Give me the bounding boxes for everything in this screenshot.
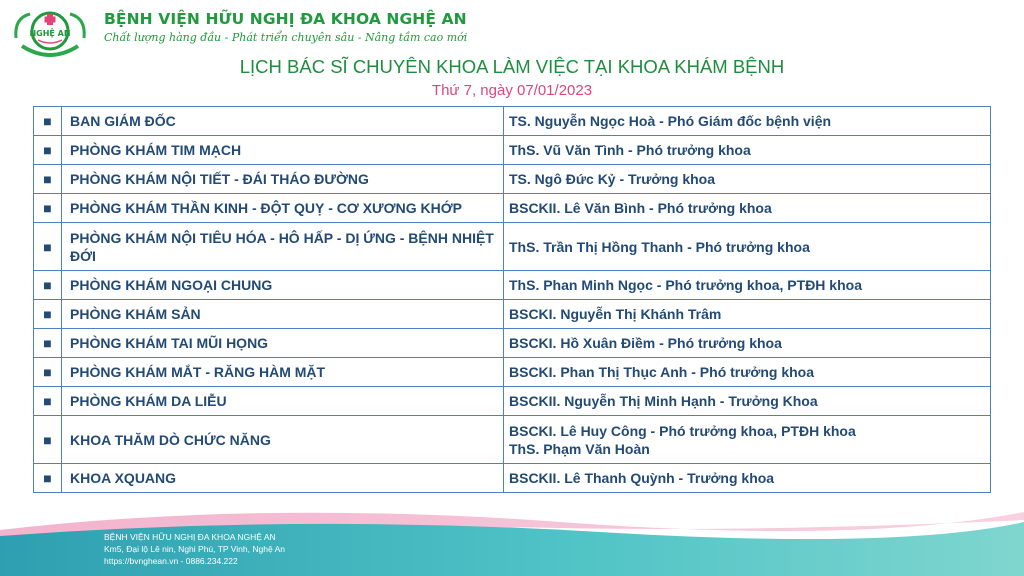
doctor-cell: BSCKII. Nguyễn Thị Minh Hạnh - Trưởng Khoa [504,387,991,416]
department-cell: BAN GIÁM ĐỐC [62,107,504,136]
doctor-cell: BSCKI. Nguyễn Thị Khánh Trâm [504,300,991,329]
bullet-icon: ■ [34,387,62,416]
department-cell: KHOA THĂM DÒ CHỨC NĂNG [62,416,504,464]
department-cell: KHOA XQUANG [62,464,504,493]
bullet-icon: ■ [34,300,62,329]
doctor-cell: ThS. Vũ Văn Tình - Phó trưởng khoa [504,136,991,165]
table-row [34,107,991,136]
page-subtitle: Thứ 7, ngày 07/01/2023 [431,82,593,99]
table-row [34,416,991,464]
doctor-cell: ThS. Trần Thị Hồng Thanh - Phó trưởng khoa [504,223,991,271]
department-cell: PHÒNG KHÁM THẦN KINH - ĐỘT QUỴ - CƠ XƯƠNG KHỚP [62,194,504,223]
table-row [34,329,991,358]
department-cell: PHÒNG KHÁM NỘI TIÊU HÓA - HÔ HẤP - DỊ ỨNG - BỆNH NHIỆT ĐỚI [62,223,504,271]
bullet-icon: ■ [34,329,62,358]
doctor-cell: BSCKII. Lê Văn Bình - Phó trưởng khoa [504,194,991,223]
table-row [34,194,991,223]
hospital-name: BỆNH VIỆN HỮU NGHỊ ĐA KHOA NGHỆ AN [104,10,467,28]
department-cell: PHÒNG KHÁM MẮT - RĂNG HÀM MẶT [62,358,504,387]
table-row [34,300,991,329]
footer-address: Km5, Đại lộ Lê nin, Nghi Phú, TP Vinh, Nghệ An [104,544,285,554]
doctor-line: BSCKI. Lê Huy Công - Phó trưởng khoa, PTĐH khoa [509,422,856,439]
bullet-icon: ■ [34,136,62,165]
footer [0,500,1024,576]
department-cell: PHÒNG KHÁM DA LIỄU [62,387,504,416]
table-row [34,136,991,165]
doctor-cell: BSCKI. Phan Thị Thục Anh - Phó trưởng khoa [504,358,991,387]
schedule-table [33,106,991,493]
bullet-icon: ■ [34,165,62,194]
table-row [34,271,991,300]
table-row [34,358,991,387]
page-title: LỊCH BÁC SĨ CHUYÊN KHOA LÀM VIỆC TẠI KHOA KHÁM BỆNH [239,56,785,77]
department-cell: PHÒNG KHÁM TAI MŨI HỌNG [62,329,504,358]
doctor-cell: BSCKI. Hồ Xuân Điềm - Phó trưởng khoa [504,329,991,358]
doctor-cell: TS. Nguyễn Ngọc Hoà - Phó Giám đốc bệnh viện [504,107,991,136]
header [0,0,1024,60]
bullet-icon: ■ [34,194,62,223]
bullet-icon: ■ [34,416,62,464]
doctor-cell [504,416,991,464]
doctor-cell: ThS. Phan Minh Ngọc - Phó trưởng khoa, PTĐH khoa [504,271,991,300]
doctor-cell: BSCKII. Lê Thanh Quỳnh - Trưởng khoa [504,464,991,493]
department-cell: PHÒNG KHÁM SẢN [62,300,504,329]
department-cell: PHÒNG KHÁM NỘI TIẾT - ĐÁI THÁO ĐƯỜNG [62,165,504,194]
department-cell: PHÒNG KHÁM NGOẠI CHUNG [62,271,504,300]
doctor-cell: TS. Ngô Đức Kỷ - Trưởng khoa [504,165,991,194]
hospital-logo-icon [12,6,88,58]
department-cell: PHÒNG KHÁM TIM MẠCH [62,136,504,165]
bullet-icon: ■ [34,223,62,271]
doctor-line: ThS. Phạm Văn Hoàn [509,440,650,457]
hospital-slogan: Chất lượng hàng đầu - Phát triển chuyên sâu - Nâng tầm cao mới [104,31,468,44]
table-row [34,165,991,194]
table-row [34,464,991,493]
footer-contact: https://bvnghean.vn - 0886.234.222 [104,556,238,566]
bullet-icon: ■ [34,271,62,300]
bullet-icon: ■ [34,358,62,387]
table-row [34,223,991,271]
bullet-icon: ■ [34,107,62,136]
table-row [34,387,991,416]
footer-hospital-name: BỆNH VIỆN HỮU NGHỊ ĐA KHOA NGHỆ AN [104,532,276,542]
logo-text: NGHỆ AN [29,29,71,38]
bullet-icon: ■ [34,464,62,493]
